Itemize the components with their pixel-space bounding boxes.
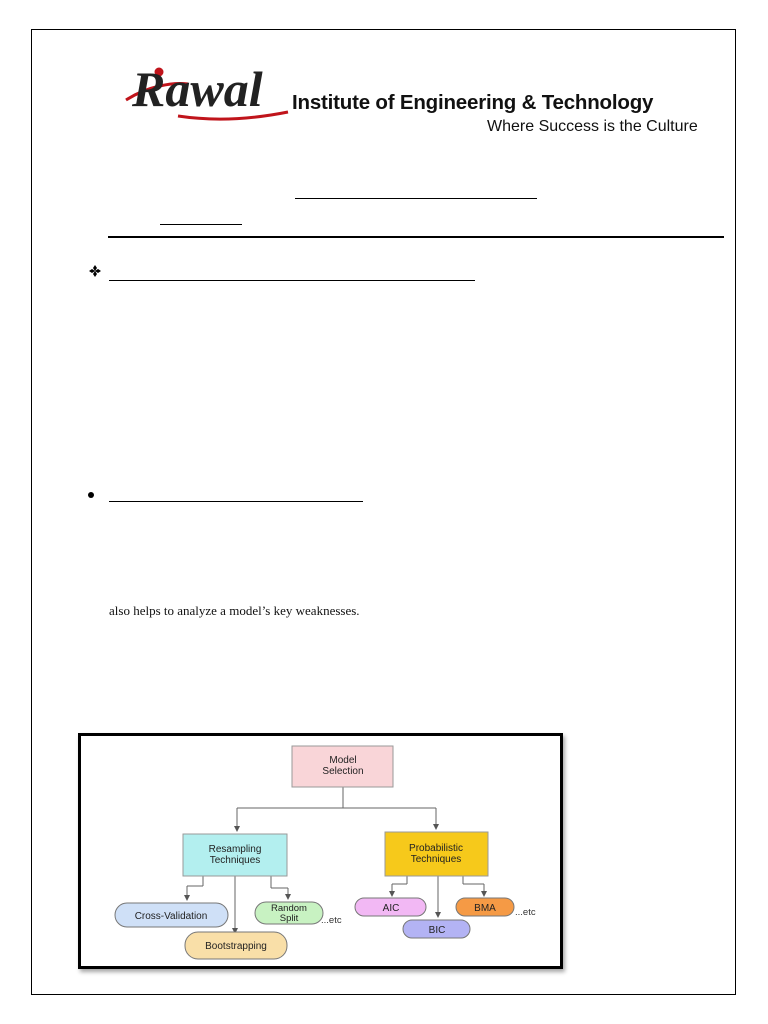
node-probabilistic-techniques <box>385 832 488 876</box>
svg-text:Split: Split <box>279 913 299 924</box>
etc-left: ...etc <box>321 915 342 926</box>
svg-text:Cross-Validation: Cross-Validation <box>134 911 208 922</box>
node-bma <box>456 898 514 916</box>
round-bullet-icon <box>88 492 94 498</box>
subtitle-underline <box>160 224 242 225</box>
body-text-line: also helps to analyze a model’s key weaknesses. <box>109 603 360 618</box>
svg-text:Techniques: Techniques <box>410 854 462 865</box>
svg-text:Resampling: Resampling <box>208 844 262 855</box>
svg-text:Random: Random <box>271 903 307 914</box>
svg-text:Probabilistic: Probabilistic <box>409 843 463 854</box>
svg-text:AIC: AIC <box>382 903 400 914</box>
etc-right: ...etc <box>515 907 536 918</box>
svg-text:Model: Model <box>329 755 357 766</box>
svg-text:Bootstrapping: Bootstrapping <box>205 941 267 952</box>
institute-name: Institute of Engineering & Technology <box>292 91 654 114</box>
subheading-underline <box>109 501 363 502</box>
header-divider <box>108 236 724 238</box>
node-bootstrapping <box>185 932 287 959</box>
svg-text:Selection: Selection <box>322 766 364 777</box>
node-resampling-techniques <box>183 834 287 876</box>
institute-tagline: Where Success is the Culture <box>487 118 698 135</box>
node-cross-validation <box>115 903 228 927</box>
diamond-bullet-icon <box>88 264 102 278</box>
section-heading-underline <box>109 280 475 281</box>
logo-text: Rawal <box>132 61 263 117</box>
model-selection-diagram <box>78 733 563 969</box>
node-aic <box>355 898 426 916</box>
node-random-split <box>255 902 323 924</box>
svg-text:BMA: BMA <box>474 903 496 914</box>
svg-text:BIC: BIC <box>428 925 446 936</box>
svg-text:Techniques: Techniques <box>209 855 261 866</box>
title-underline <box>295 198 537 199</box>
root-connectors <box>237 787 436 831</box>
rawal-logo <box>118 56 290 122</box>
node-bic <box>403 920 470 938</box>
node-model-selection <box>292 746 393 787</box>
